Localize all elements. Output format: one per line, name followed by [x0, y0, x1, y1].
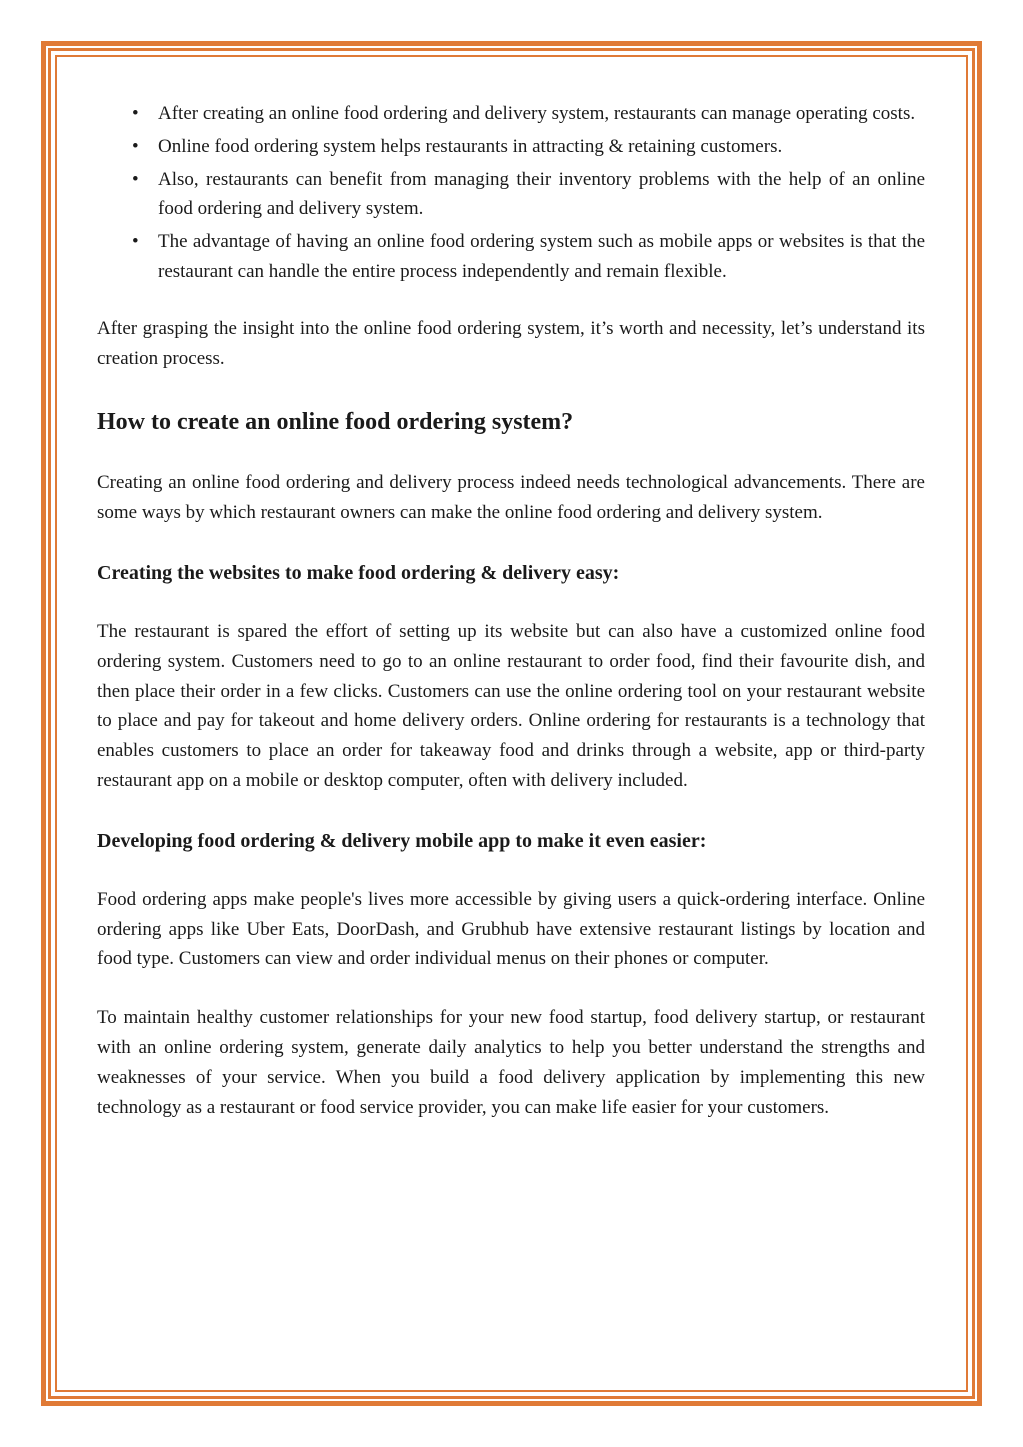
websites-paragraph: The restaurant is spared the effort of setting up its website but can also have a customized online food ordering system. Customers need to go to an online restaurant to order food, find their favourite dish, and then place their order in a few clicks. Customers can use the online ordering tool on your restaurant website to place and pay for takeout and home delivery orders. Online ordering for restaurants is a technology that enables customers to place an order for takeaway food and drinks through a website, app or third-party restaurant app on a mobile or desktop computer, often with delivery included. [97, 620, 925, 791]
bullet-icon: • [132, 135, 139, 157]
section-heading: How to create an online food ordering system? [97, 409, 574, 436]
benefits-list [97, 99, 925, 287]
list-item-text: After creating an online food ordering and delivery system, restaurants can manage operating costs. [158, 103, 916, 124]
document-body [97, 99, 925, 1122]
list-item-text: The advantage of having an online food ordering system such as mobile apps or websites is that the restaurant can handle the entire process independently and remain flexible. [158, 231, 925, 282]
list-item [97, 99, 925, 129]
list-item-text: Online food ordering system helps restaurants in attracting & retaining customers. [158, 135, 783, 157]
subsection-heading-websites: Creating the websites to make food ordering & delivery easy: [97, 561, 620, 584]
subsection-heading-app: Developing food ordering & delivery mobile app to make it even easier: [97, 829, 707, 852]
list-item [97, 165, 925, 225]
list-item [97, 227, 925, 287]
app-paragraph: Food ordering apps make people's lives more accessible by giving users a quick-ordering interface. Online ordering apps like Uber Eats, DoorDash, and Grubhub have extensive restaurant listings by location and food type. Customers can view and order individual menus on their phones or computer. [97, 888, 925, 970]
bullet-icon: • [132, 168, 139, 190]
list-item [97, 132, 925, 162]
list-item-text: Also, restaurants can benefit from managing their inventory problems with the help of an online food ordering and delivery system. [158, 168, 925, 220]
bullet-icon: • [132, 231, 139, 253]
closing-paragraph: To maintain healthy customer relationships for your new food startup, food delivery startup, or restaurant with an online ordering system, generate daily analytics to help you better understand the strengths and weaknesses of your service. When you build a food delivery application by implementing this new technology as a restaurant or food service provider, you can make life easier for your customers. [97, 1007, 925, 1118]
bullet-icon: • [132, 103, 139, 124]
intro-paragraph: After grasping the insight into the online food ordering system, it’s worth and necessity, let’s understand its creation process. [97, 317, 925, 369]
section-paragraph: Creating an online food ordering and delivery process indeed needs technological advancements. There are some ways by which restaurant owners can make the online food ordering and delivery system. [97, 472, 925, 524]
